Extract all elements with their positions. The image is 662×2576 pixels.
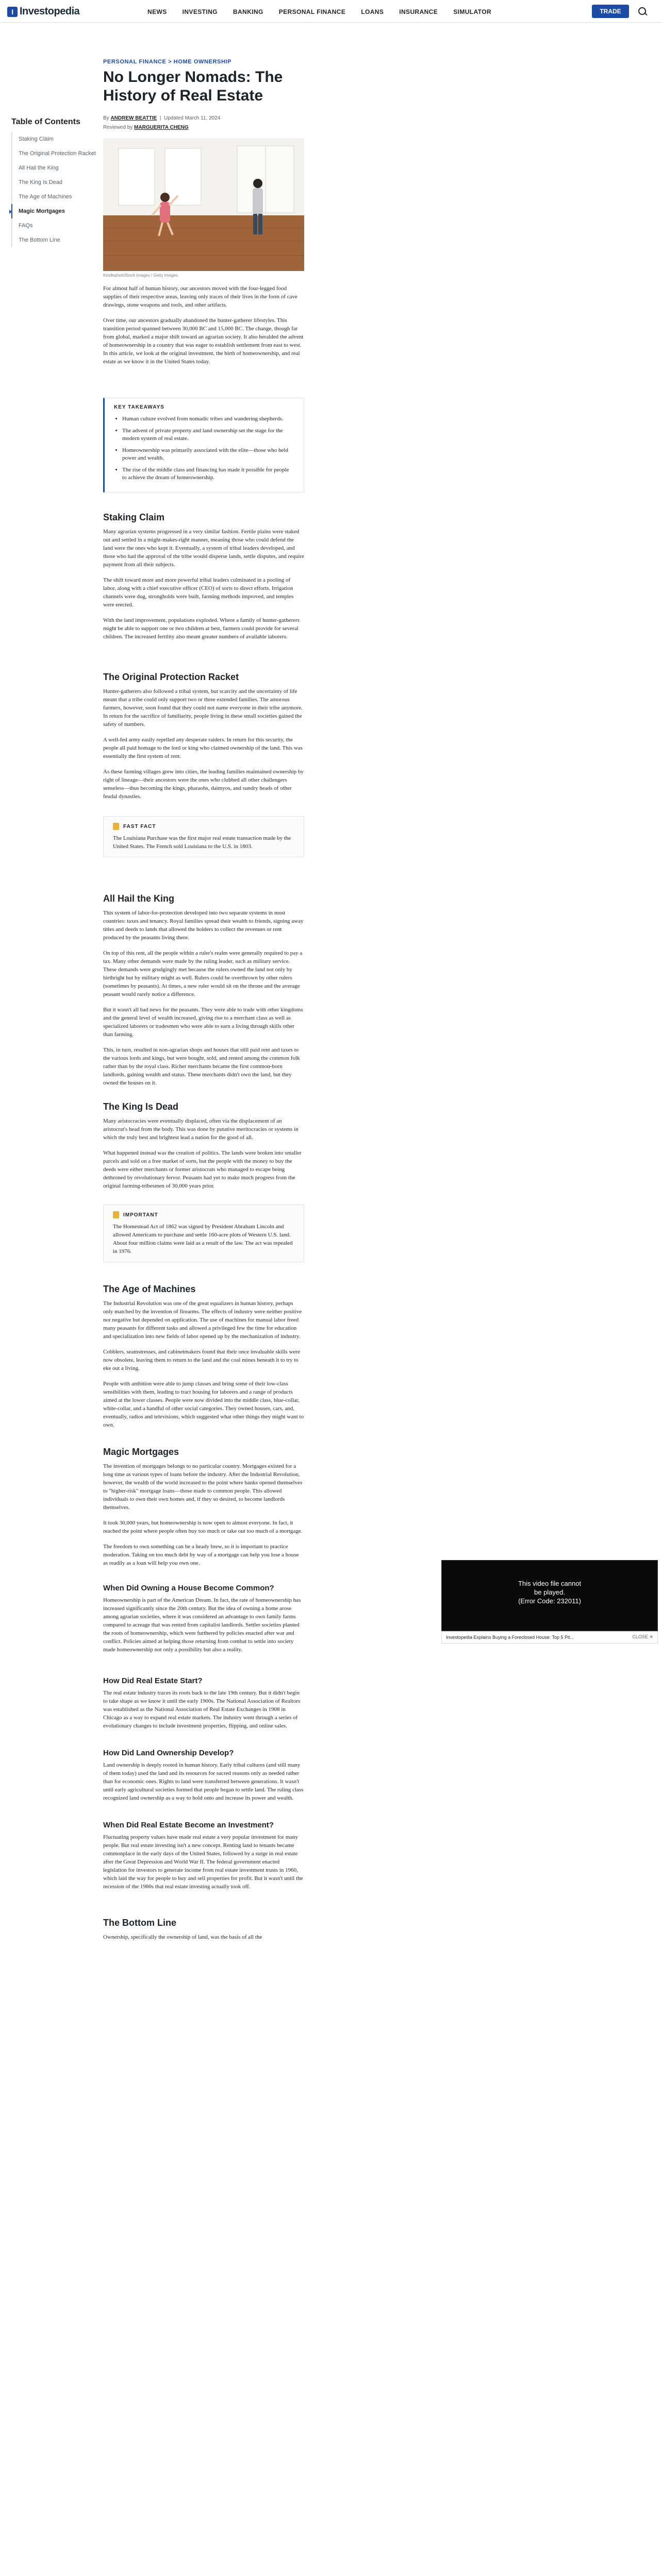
paragraph: People with ambition were able to jump classes and bring some of their low-class sensibilities with them, leading to tract housing for laborers and a range of products aimed at the lower classes. People were now divided into the middle class, blue-collar, white-collar, and a handful of other social categories. They owned houses, cars, and, eventually, radios and televisions, which suggested what other things they might want to own.: [103, 1381, 304, 1428]
video-error-message: [442, 1579, 657, 1605]
heading-age-of-machines: The Age of Machines: [103, 1284, 196, 1294]
paragraph: Many aristocracies were eventually displaced, often via the displacement of an aristocrat's head from the body. This was done by putative meritocracies or systems in which the truly best and brightest lead a nation for the good of all.: [103, 1118, 299, 1141]
toc-item-bottom-line[interactable]: The Bottom Line: [11, 233, 114, 247]
nav-insurance[interactable]: INSURANCE: [399, 8, 438, 15]
faq-owning-house-answer: Homeownership is part of the American Dream. In fact, the rate of homeownership has increased significantly since the 20th century. But the idea of owning a home arose among agrarian societies, where it was considered an advantage to own family farms compared to acreage that was rented from capitalist landlords. Settler societies planted the roots of homeownership, which were furthered by policies enacted after war and conflict. Policies aimed at helping those returning from combat to settle into society made homeownership not only a possibility but also a reality.: [103, 1597, 301, 1653]
section-protection-racket: [103, 687, 304, 808]
paragraph: A well-fed army easily repelled any desperate raiders. In return for this security, the people all paid homage to the lord or king who claimed ownership of the land. This was essentially the first system of rent.: [103, 737, 303, 759]
section-age-of-machines: [103, 1299, 304, 1436]
section-staking-claim: [103, 528, 304, 648]
fast-fact-text: The Louisiana Purchase was the first major real estate transaction made by the United States. The French sold Louisiana to the U.S. in 1803.: [113, 835, 291, 850]
reviewer-line: [103, 125, 189, 130]
key-takeaways-title: KEY TAKEAWAYS: [114, 404, 164, 410]
section-magic-mortgages: [103, 1462, 304, 1574]
video-player[interactable]: [441, 1560, 658, 1631]
key-takeaway-4: • The rise of the middle class and financing has made it possible for people to achieve the dream of homeownership.: [122, 466, 294, 482]
video-error-line-1: This video file cannot: [518, 1580, 582, 1587]
top-navigation: [0, 0, 662, 23]
faq-investment-answer: Fluctuating property values have made real estate a very popular investment for many people. But real estate investing isn't a new concept. Renting land to tenants became commonplace in the early days of the United States, followed by a surge in real estate after the Great Depression and World War II. The federal government enacted legislation for investors to generate income from real estate investment trusts in 1960, which laid the way for people to buy and sell properties for profit. But it wasn't until the recession of the 1980s that real estate investing actually took off.: [103, 1834, 303, 1890]
paragraph: Many agrarian systems progressed in a very similar fashion. Fertile plains were staked out and settled in a might-makes-right manner, meaning those who could defend the land were the ones who kept it. Eventually, a system of tribal leaders developed, and those who had the approval of the tribe would disperse lands, settle disputes, and require payment from all their subjects.: [103, 529, 304, 568]
intro-text: [103, 284, 304, 373]
bottom-line-text: Ownership, specifically the ownership of land, was the basis of all the: [103, 1934, 262, 1940]
key-takeaways: [103, 398, 304, 493]
nav-personal-finance[interactable]: PERSONAL FINANCE: [278, 8, 346, 15]
paragraph: Cobblers, seamstresses, and cabinetmakers found that their once invaluable skills were now obsolete, leaving them to return to the land and the coal mines beneath it to try to eke out a living.: [103, 1349, 300, 1371]
video-error-line-2: be played.: [534, 1588, 565, 1596]
paragraph: With the land improvement, populations exploded. Where a family of hunter-gatherers might be able to support one or two children at best, farmers could provide for several children. The increased fertility also meant greater numbers of available laborers.: [103, 617, 300, 640]
reviewer-link[interactable]: MARGUERITA CHENG: [134, 125, 189, 130]
heading-staking-claim: Staking Claim: [103, 512, 165, 522]
important-callout: [103, 1205, 304, 1262]
byline: By ANDREW BEATTIE | Updated March 11, 2024: [103, 115, 221, 121]
author-link[interactable]: ANDREW BEATTIE: [110, 115, 157, 121]
intro-paragraph-1: For almost half of human history, our ancestors moved with the four-legged food supplies of their respective areas, leaving only traces of their lives in the form of cave drawings, stone weapons and tools, and other artifacts.: [103, 285, 297, 308]
fast-fact-header: [113, 823, 294, 830]
important-label: IMPORTANT: [123, 1212, 158, 1218]
key-takeaway-2: • The advent of private property and land ownership set the stage for the modern system of real estate.: [122, 427, 294, 443]
heading-protection-racket: The Original Protection Racket: [103, 672, 239, 682]
video-caption-bar: [441, 1631, 658, 1643]
paragraph: As these farming villages grew into cities, the leading families maintained ownership by right of lineage—their ancestors were the ones who clubbed all other challengers senseless—thus becoming the kings, pharaohs, daimyos, and sundry heads of other feudal dynasties.: [103, 769, 304, 800]
important-header: [113, 1211, 294, 1218]
site-logo[interactable]: [7, 6, 79, 18]
hero-image: [103, 138, 304, 271]
paragraph: The shift toward more and more powerful tribal leaders culminated in a pooling of labor, along with a chief executive officer (CEO) of sorts to direct efforts. Irrigation channels were dug, strongholds were built, farming methods improved, and temples were erected.: [103, 577, 294, 608]
search-icon[interactable]: [637, 6, 648, 16]
faq-land-ownership-question: How Did Land Ownership Develop?: [103, 1749, 234, 1757]
paragraph: The invention of mortgages belongs to no particular country. Mortgages existed for a long time as various types of loans before the industry. After the Industrial Revolution, however, the wealth of the world increased to the point where banks opened themselves to "higher-risk" mortgage loans—those made to common people. This allowed individuals to own their own homes and, if they so desired, to become landlords themselves.: [103, 1463, 303, 1511]
logo-icon: I: [7, 7, 18, 17]
breadcrumb[interactable]: PERSONAL FINANCE > HOME OWNERSHIP: [103, 59, 232, 65]
video-close-button[interactable]: CLOSE ✕: [632, 1634, 653, 1639]
heading-magic-mortgages: Magic Mortgages: [103, 1447, 179, 1457]
paragraph: The freedom to own something can be a heady brew, so it is important to practice moderation. Taking on too much debt by way of a mortgage can help you lose a house as readily as a loan will help you own one.: [103, 1544, 299, 1566]
paragraph: But it wasn't all bad news for the peasants. They were able to trade with other kingdoms and the general level of wealth increased, giving rise to a merchant class as well as specialized laborers or tradesmen who were able to earn a living through skills other than farming.: [103, 1007, 303, 1038]
toc-item-all-hail-the-king[interactable]: All Hail the King: [11, 161, 114, 175]
toc-title: Table of Contents: [11, 117, 80, 126]
toc-item-faqs[interactable]: FAQs: [11, 218, 114, 233]
table-of-contents: [11, 117, 114, 247]
faq-real-estate-start-answer: The real estate industry traces its roots back to the late 19th century. But it didn't begin to take shape as we know it until the early 1900s. The National Association of Realtors was established as the National Association of Real Estate Exchanges in 1908 in Chicago as a way to expand real estate markets. The industry went through a series of evolutionary changes to include investment properties, flipping, and online sales.: [103, 1690, 301, 1729]
byline-prefix: By: [103, 115, 109, 121]
fast-fact-callout: [103, 816, 304, 857]
faq-owning-house-question: When Did Owning a House Become Common?: [103, 1584, 274, 1592]
heading-all-hail-the-king: All Hail the King: [103, 893, 175, 904]
paragraph: Hunter-gatherers also followed a tribal system, but scarcity and the uncertainty of life meant that a tribe could only support two or three extended families. The amorous farmers, however, soon found that they could not name everyone in their tribe anymore. In return for the sacrifice of familiarity, people living in these small societies gained the safety of numbers.: [103, 688, 303, 727]
toc-item-magic-mortgages[interactable]: Magic Mortgages: [11, 204, 114, 218]
toc-item-staking-claim[interactable]: Staking Claim: [11, 132, 114, 146]
paragraph: It took 30,000 years, but homeownership is now open to almost everyone. In fact, it reached the point where people often buy too much or take out too much of a mortgage.: [103, 1520, 303, 1534]
nav-investing[interactable]: INVESTING: [182, 8, 218, 15]
updated-date: Updated March 11, 2024: [163, 115, 221, 121]
nav-simulator[interactable]: SIMULATOR: [453, 8, 492, 15]
toc-item-protection-racket[interactable]: The Original Protection Racket: [11, 146, 114, 161]
main-nav: [147, 8, 491, 15]
video-caption[interactable]: Investopedia Explains Buying a Foreclosed House: Top 5 Pit...: [446, 1635, 574, 1640]
faq-investment-question: When Did Real Estate Become an Investment?: [103, 1821, 274, 1829]
paragraph: The Industrial Revolution was one of the great equalizers in human history, perhaps only matched by the invention of firearms. The effects of industry were neither positive nor negative but depended on application. The use of machines for manual labor freed many peasants for different tasks and allowed a privileged few the time for education and specialization into new fields of labor opened up by the mechanization of industry.: [103, 1300, 302, 1340]
toc-item-age-of-machines[interactable]: The Age of Machines: [11, 190, 114, 204]
section-all-hail-the-king: [103, 909, 304, 1094]
key-takeaway-3: • Homeownership was primarily associated with the elite—those who held power and wealth.: [122, 447, 294, 462]
reviewed-by-label: Reviewed by: [103, 125, 133, 130]
section-king-is-dead: [103, 1117, 304, 1197]
logo-text: Investopedia: [20, 6, 80, 17]
nav-banking[interactable]: BANKING: [233, 8, 263, 15]
paragraph: What happened instead was the creation of politics. The lands were broken into smaller parcels and sold on a free market of sorts, but the people with the money to buy the deeds were either merchants or former aristocrats who managed to escape being dethroned by revolutionary fervor. Peasants had yet to make much progress from the original farming-tribesmen of 30,000 years prior.: [103, 1150, 302, 1189]
video-error-code: (Error Code: 232011): [518, 1597, 581, 1605]
paragraph: This system of labor-for-protection developed into two separate systems in most countries: taxes and tenancy. Royal families spread their wealth to friends, signing away titles and deeds to lands that allowed the holders to collect the revenues or rent produced by the peasants living there.: [103, 910, 304, 941]
important-text: The Homestead Act of 1862 was signed by President Abraham Lincoln and allowed Americans to purchase and settle 160-acre plots of Western U.S. land. About four million claims were laid as a result of the law. The act was repealed in 1976.: [113, 1224, 293, 1255]
paragraph: This, in turn, resulted in non-agrarian shops and houses that still paid rent and taxes to the various lords and kings, but were bought, sold, and rented among the common folk rather than by the royal class. Richer merchants became the first common-born landlords, gaining wealth and status. These merchants didn't own the land, but they owned the houses on it.: [103, 1047, 300, 1086]
trade-button[interactable]: TRADE: [592, 5, 629, 18]
faq-real-estate-start-question: How Did Real Estate Start?: [103, 1676, 203, 1685]
hero-illustration: [103, 138, 304, 271]
heading-bottom-line: The Bottom Line: [103, 1918, 176, 1928]
important-icon: [113, 1211, 119, 1218]
fast-fact-label: FAST FACT: [123, 823, 156, 829]
toc-item-king-is-dead[interactable]: The King Is Dead: [11, 175, 114, 190]
page-title: No Longer Nomads: The History of Real Estate: [103, 69, 283, 104]
paragraph: On top of this rent, all the people within a ruler's realm were generally required to pay a tax. Many other demands were made by the ruling leader, such as military service. These demands were grudgingly met because the rulers owned the land not only by birthright but by military might as well. Rulers could be overthrown by other rulers (sometimes by peasants). At times, a new ruler would sit on the throne and the average peasant would rarely notice a difference.: [103, 950, 303, 997]
intro-paragraph-2: Over time, our ancestors gradually abandoned the hunter-gatherer lifestyles. This transition period spanned between 30,000 BC and 15,000 BC. The change, though far from global, marked a major shift toward an agrarian society. It also heralded the advent of homeownership in a country that was eager to establish settlement from east to west. In this article, we look at the original investment, the birth of homeownership, and real estate as we know it in the United States today.: [103, 317, 304, 365]
nav-news[interactable]: NEWS: [147, 8, 167, 15]
nav-loans[interactable]: LOANS: [361, 8, 384, 15]
heading-king-is-dead: The King Is Dead: [103, 1101, 179, 1112]
key-takeaway-1: • Human culture evolved from nomadic tribes and wandering shepherds.: [122, 415, 294, 423]
key-takeaways-list: [114, 415, 294, 482]
fast-fact-icon: [113, 823, 119, 830]
faq-land-ownership-answer: Land ownership is deeply rooted in human history. Early tribal cultures (and still many of them today) used the land and its resources for sacred reasons only as needed rather than for economic ones. Rights to land were transferred between generations. It wasn't until early agricultural societies formed that people began to settle land. The ruling class recognized land ownership as a way to hold onto and increase its power and wealth.: [103, 1762, 304, 1801]
image-credit: KindlephotoStock Images / Getty Images: [103, 273, 178, 278]
